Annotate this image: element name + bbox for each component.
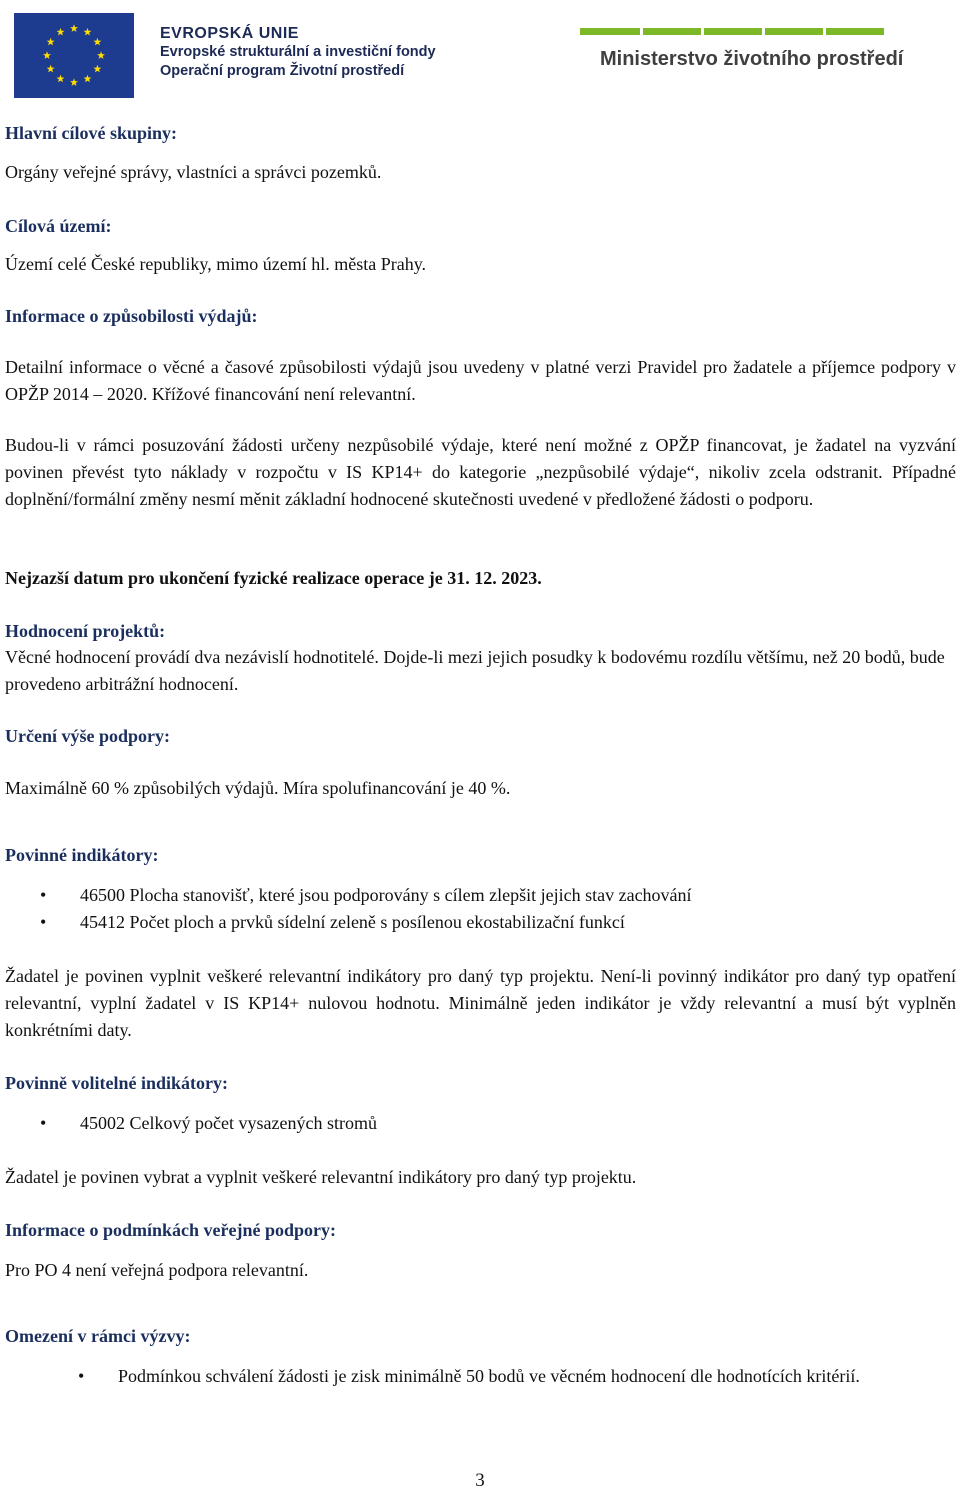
ministry-name: Ministerstvo životního prostředí [600,48,904,70]
mandatory-indicators-text: Žadatel je povinen vyplnit veškeré relevantní indikátory pro daný typ projektu. Není-li povinný indikátor pro daný typ opatření relevantní, vyplní žadatel v IS KP14+ nulovou hodnotu. Minimálně jeden indikátor je vždy relevantní a musí být vyplněn konkrétními daty. [5,966,956,1040]
eligibility-heading: Informace o způsobilosti výdajů: [5,306,258,326]
mandatory-indicators-list [5,882,956,936]
deadline-text: Nejzazší datum pro ukončení fyzické realizace operace je 31. 12. 2023. [5,568,542,588]
eligibility-text-1: Detailní informace o věcné a časové způsobilosti výdajů jsou uvedeny v platné verzi Pravidel pro žadatele a příjemce podpory v OPŽP 2014 – 2020. Křížové financování není relevantní. [5,357,956,404]
eu-logo-text [160,24,436,81]
state-aid-text: Pro PO 4 není veřejná podpora relevantní. [5,1260,309,1280]
target-area-text: Území celé České republiky, mimo území hl. města Prahy. [5,254,427,274]
restrictions-heading: Omezení v rámci výzvy: [5,1326,191,1346]
eu-title: EVROPSKÁ UNIE [160,25,299,42]
target-groups-text: Orgány veřejné správy, vlastníci a správci pozemků. [5,162,382,182]
optional-indicators-list [5,1110,956,1137]
list-item: • 46500 Plocha stanovišť, které jsou podporovány s cílem zlepšit jejich stav zachování [5,882,956,909]
mandatory-indicators-heading: Povinné indikátory: [5,845,159,865]
eu-program-line: Operační program Životní prostředí [160,63,405,79]
list-item: • Podmínkou schválení žádosti je zisk minimálně 50 bodů ve věcném hodnocení dle hodnotících kritérií. [5,1363,956,1390]
page-number: 3 [475,1470,485,1491]
eu-flag-logo [14,13,134,98]
evaluation-text: Věcné hodnocení provádí dva nezávislí hodnotitelé. Dojde-li mezi jejich posudky k bodovému rozdílu většímu, než 20 bodů, bude provedeno arbitrážní hodnocení. [5,647,945,694]
restrictions-list [5,1363,956,1390]
ministry-green-bar [580,28,884,35]
list-item: • 45412 Počet ploch a prvků sídelní zeleně s posílenou ekostabilizační funkcí [5,909,956,936]
list-item: • 45002 Celkový počet vysazených stromů [5,1110,956,1137]
state-aid-heading: Informace o podmínkách veřejné podpory: [5,1220,336,1240]
evaluation-heading: Hodnocení projektů: [5,621,166,641]
ministry-logo [580,22,904,82]
eu-funds-line: Evropské strukturální a investiční fondy [160,44,436,60]
optional-indicators-text: Žadatel je povinen vybrat a vyplnit veškeré relevantní indikátory pro daný typ projektu. [5,1167,637,1187]
target-area-heading: Cílová území: [5,216,112,236]
eligibility-text-2: Budou-li v rámci posuzování žádosti určeny nezpůsobilé výdaje, které není možné z OPŽP financovat, je žadatel na vyzvání povinen převést tyto náklady v rozpočtu v IS KP14+ do kategorie „nezpůsobilé výdaje“, nikoliv zcela odstranit. Případné doplnění/formální změny nesmí měnit základní hodnocené skutečnosti uvedené v předložené žádosti o podporu. [5,435,956,509]
target-groups-heading: Hlavní cílové skupiny: [5,123,178,143]
optional-indicators-heading: Povinně volitelné indikátory: [5,1073,229,1093]
support-amount-heading: Určení výše podpory: [5,726,170,746]
support-amount-text: Maximálně 60 % způsobilých výdajů. Míra spolufinancování je 40 %. [5,778,511,798]
document-header [0,0,960,110]
